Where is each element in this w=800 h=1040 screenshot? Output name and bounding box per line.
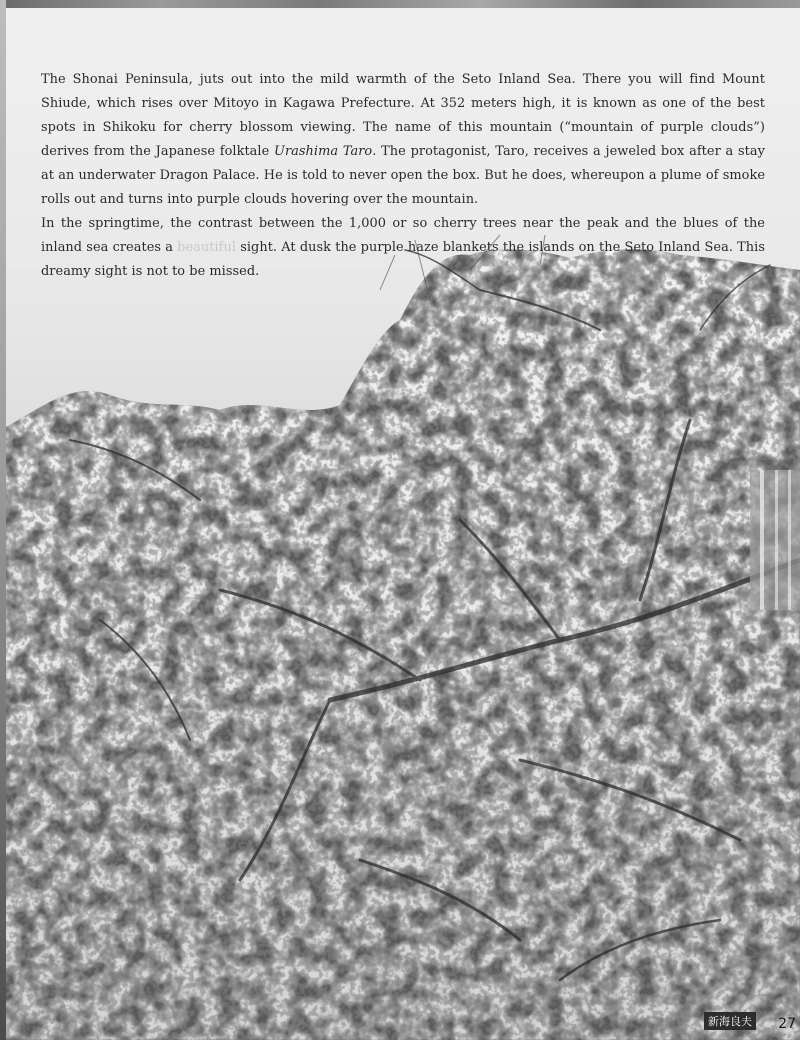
paragraph-2-faded-word: beautiful: [177, 240, 236, 255]
folktale-title: Urashima Taro: [274, 144, 373, 159]
paragraph-2-text-b: sight. At dusk the purple haze blankets the islands on the Seto Inland Sea. This dreamy sight is not to be missed.: [41, 240, 765, 279]
page-edge-shadow: [0, 0, 6, 1040]
paragraph-1-text-a: The Shonai Peninsula, juts out into the mild warmth of the Seto Inland Sea. There you will find Mount Shiude, which rises over Mitoyo in Kagawa Prefecture. At 352 meters high, it is known as one of the best spots in Shikoku for cherry blossom viewing. The name of this mountain (“mountain of purple clouds”) derives from the Japanese folktale: [41, 72, 765, 159]
paragraph-2: [41, 212, 765, 284]
article-body: [41, 68, 765, 284]
paragraph-2-text-a: In the springtime, the contrast between the 1,000 or so cherry trees near the peak and the blues of the inland sea creates a: [41, 216, 765, 255]
paragraph-1-text-b: . The protagonist, Taro, receives a jeweled box after a stay at an underwater Dragon Palace. He is told to never open the box. But he does, whereupon a plume of smoke rolls out and turns into purple clouds hovering over the mountain.: [41, 144, 765, 207]
publication-mark: 新海良夫: [704, 1012, 756, 1030]
page-number: 27: [778, 1016, 796, 1032]
paragraph-1: [41, 68, 765, 212]
